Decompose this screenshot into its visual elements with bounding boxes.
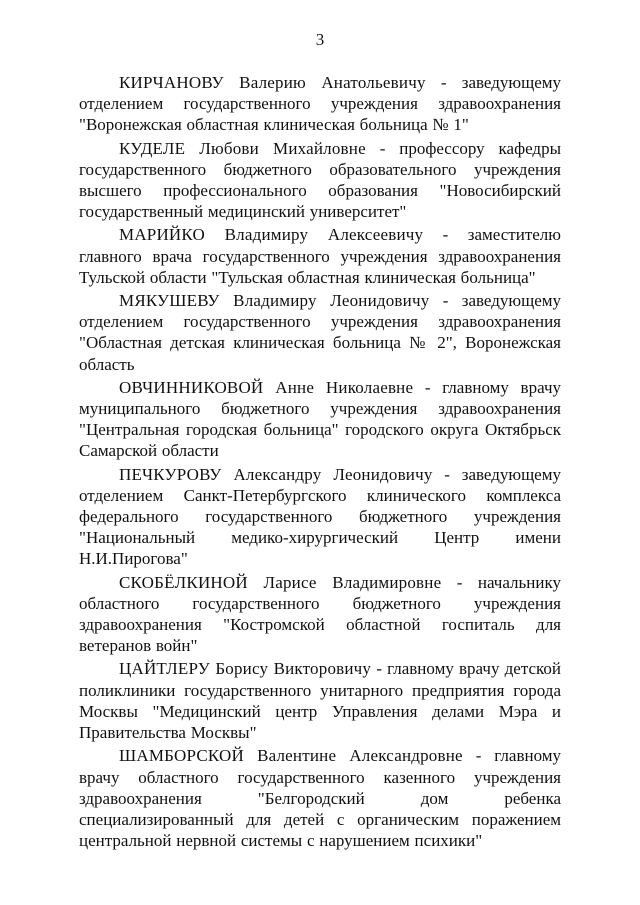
recipient-position: - заведующему отделением государственного учреждения здравоохранения "Областная детская клиническая больница № 2", Воронежская область	[79, 291, 561, 374]
award-list	[79, 72, 561, 853]
recipient-name: ОВЧИННИКОВОЙ Анне Николаевне	[119, 377, 414, 397]
recipient-position: - профессору кафедры государственного бюджетного образовательного учреждения высшего профессионального образования "Новосибирский государственный медицинский университет"	[79, 138, 561, 222]
list-item	[79, 464, 561, 570]
recipient-position: - главному врачу муниципального бюджетного учреждения здравоохранения "Центральная городская больница" городского округа Октябрьск Самарской области	[79, 377, 561, 461]
recipient-position: - начальнику областного государственного бюджетного учреждения здравоохранения "Костромской областной госпиталь для ветеранов войн"	[79, 572, 561, 656]
list-item	[79, 377, 561, 462]
list-item	[79, 658, 561, 743]
recipient-name: ШАМБОРСКОЙ Валентине Александровне	[119, 746, 463, 766]
recipient-position: - заместителю главного врача государственного учреждения здравоохранения Тульской области "Тульская областная клиническая больница"	[79, 225, 561, 287]
list-item	[79, 745, 561, 851]
recipient-name: МАРИЙКО Владимиру Алексеевичу	[119, 225, 424, 245]
recipient-name: СКОБЁЛКИНОЙ Ларисе Владимировне	[119, 572, 442, 592]
recipient-position: - заведующему отделением государственного учреждения здравоохранения "Воронежская областная клиническая больница № 1"	[79, 73, 561, 135]
recipient-position: - заведующему отделением Санкт-Петербургского клинического комплекса федерального государственного бюджетного учреждения "Национальный медико-хирургический Центр имени Н.И.Пирогова"	[79, 464, 561, 569]
list-item	[79, 572, 561, 657]
list-item	[79, 224, 561, 288]
recipient-position: - главному врачу детской поликлиники государственного унитарного предприятия города Москвы "Медицинский центр Управления делами Мэра и Правительства Москвы"	[79, 659, 561, 743]
page-number: 3	[315, 30, 325, 49]
recipient-name: МЯКУШЕВУ Владимиру Леонидовичу	[119, 291, 430, 311]
recipient-position: - главному врачу областного государственного казенного учреждения здравоохранения "Белгородский дом ребенка специализированный для детей с органическим поражением центральной нервной системы с нарушением психики"	[79, 746, 561, 851]
recipient-name: КУДЕЛЕ Любови Михайловне	[119, 138, 366, 158]
recipient-name: ПЕЧКУРОВУ Александру Леонидовичу	[119, 464, 433, 484]
list-item	[79, 138, 561, 223]
recipient-name: ЦАЙТЛЕРУ Борису Викторовичу	[119, 659, 372, 679]
recipient-name: КИРЧАНОВУ Валерию Анатольевичу	[119, 73, 426, 92]
list-item	[79, 290, 561, 375]
list-item	[79, 72, 561, 136]
